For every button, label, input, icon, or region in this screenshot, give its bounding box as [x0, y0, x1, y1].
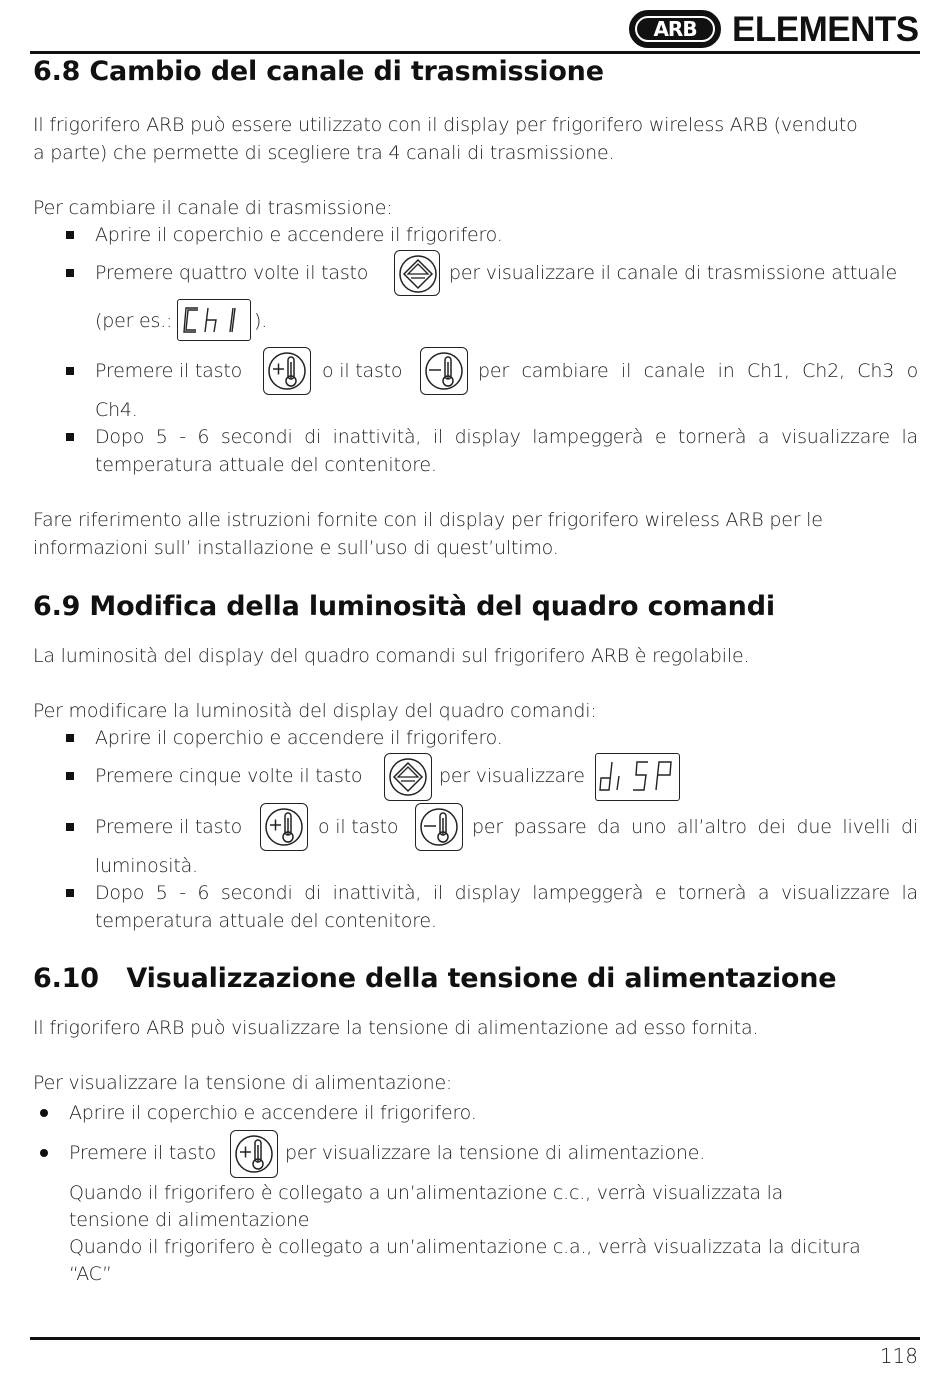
s68-intro-line-1: Il frigorifero ARB può essere utilizzato con il display per frigorifero wireless ARB (venduto — [33, 114, 858, 136]
bullet-square-icon — [66, 269, 74, 277]
s69-bullet-3a: Premere il tasto — [95, 816, 242, 838]
s610-bullet-1: Aprire il coperchio e accendere il frigorifero. — [69, 1102, 477, 1124]
s610-lead: Per visualizzare la tensione di alimentazione: — [33, 1072, 453, 1094]
s69-bullet-3b: o il tasto — [318, 816, 399, 838]
s68-bullet-3b: o il tasto — [322, 360, 403, 382]
menu-button-icon — [384, 753, 432, 801]
footer-rule — [30, 1337, 920, 1340]
arb-logo-text: ARB — [635, 16, 715, 42]
s69-bullet-2b: per visualizzare — [439, 765, 585, 787]
s610-intro: Il frigorifero ARB può visualizzare la tensione di alimentazione ad esso fornita. — [33, 1017, 759, 1039]
s69-bullet-3c: per passare da uno all’altro dei due livelli di — [472, 816, 918, 838]
s69-bullet-4-line-1: Dopo 5 - 6 secondi di inattività, il display lampeggerà e tornerà a visualizzare la — [95, 882, 918, 904]
s69-lead: Per modificare la luminosità del display del quadro comandi: — [33, 700, 597, 722]
menu-button-icon — [394, 250, 440, 296]
s68-bullet-2c: (per es.: — [95, 310, 173, 332]
s610-para-1-line-2: tensione di alimentazione — [69, 1209, 310, 1231]
lcd-disp-display — [595, 753, 680, 801]
s68-bullet-2d: ). — [254, 310, 268, 332]
s610-para-2-line-1: Quando il frigorifero è collegato a un’alimentazione c.a., verrà visualizzata la dicitura — [69, 1236, 861, 1258]
bullet-square-icon — [66, 231, 74, 239]
s610-bullet-2a: Premere il tasto — [69, 1142, 216, 1164]
s68-bullet-2b: per visualizzare il canale di trasmissione attuale — [449, 262, 897, 284]
bullet-square-icon — [66, 889, 74, 897]
lcd-ch1-icon — [178, 300, 250, 340]
s68-lead: Per cambiare il canale di trasmissione: — [33, 197, 393, 219]
s68-bullet-2a: Premere quattro volte il tasto — [95, 262, 369, 284]
minus-button-icon — [415, 803, 463, 851]
s69-bullet-2a: Premere cinque volte il tasto — [95, 765, 363, 787]
section-6-10-title: 6.10 Visualizzazione della tensione di alimentazione — [33, 963, 837, 994]
bullet-dot-icon — [40, 1109, 48, 1117]
section-6-9-title: 6.9 Modifica della luminosità del quadro comandi — [33, 591, 775, 622]
brand-title: ELEMENTS — [732, 10, 919, 49]
s68-outro-line-2: informazioni sull’ installazione e sull’uso di quest’ultimo. — [33, 537, 559, 559]
bullet-square-icon — [66, 734, 74, 742]
lcd-channel-display — [177, 299, 251, 341]
s610-bullet-2b: per visualizzare la tensione di alimentazione. — [285, 1142, 706, 1164]
arb-logo — [629, 10, 721, 48]
s610-para-2-line-2: “AC” — [69, 1263, 112, 1285]
s69-bullet-1: Aprire il coperchio e accendere il frigorifero. — [95, 727, 503, 749]
s68-bullet-4-line-1: Dopo 5 - 6 secondi di inattività, il display lampeggerà e tornerà a visualizzare la — [95, 426, 918, 448]
plus-button-icon — [260, 803, 308, 851]
s68-outro-line-1: Fare riferimento alle istruzioni fornite con il display per frigorifero wireless ARB per le — [33, 509, 823, 531]
bullet-square-icon — [66, 433, 74, 441]
lcd-disp-icon — [596, 754, 679, 800]
section-6-8-title: 6.8 Cambio del canale di trasmissione — [33, 56, 604, 87]
s69-bullet-4-line-2: temperatura attuale del contenitore. — [95, 910, 437, 932]
s68-bullet-3a: Premere il tasto — [95, 360, 242, 382]
s68-bullet-3c: per cambiare il canale in Ch1, Ch2, Ch3 o — [478, 360, 918, 382]
s68-intro-line-2: a parte) che permette di scegliere tra 4 canali di trasmissione. — [33, 142, 615, 164]
s68-bullet-4-line-2: temperatura attuale del contenitore. — [95, 454, 437, 476]
bullet-dot-icon — [40, 1149, 48, 1157]
bullet-square-icon — [66, 367, 74, 375]
plus-button-icon — [230, 1130, 278, 1178]
minus-button-icon — [420, 347, 468, 395]
page-number: 118 — [879, 1344, 918, 1368]
s68-bullet-1: Aprire il coperchio e accendere il frigorifero. — [95, 224, 503, 246]
s69-bullet-3d: luminosità. — [95, 855, 198, 877]
bullet-square-icon — [66, 823, 74, 831]
bullet-square-icon — [66, 772, 74, 780]
s68-bullet-3d: Ch4. — [95, 399, 138, 421]
s610-para-1-line-1: Quando il frigorifero è collegato a un’alimentazione c.c., verrà visualizzata la — [69, 1182, 784, 1204]
header-rule — [30, 51, 920, 54]
s69-intro: La luminosità del display del quadro comandi sul frigorifero ARB è regolabile. — [33, 645, 750, 667]
plus-button-icon — [263, 347, 311, 395]
